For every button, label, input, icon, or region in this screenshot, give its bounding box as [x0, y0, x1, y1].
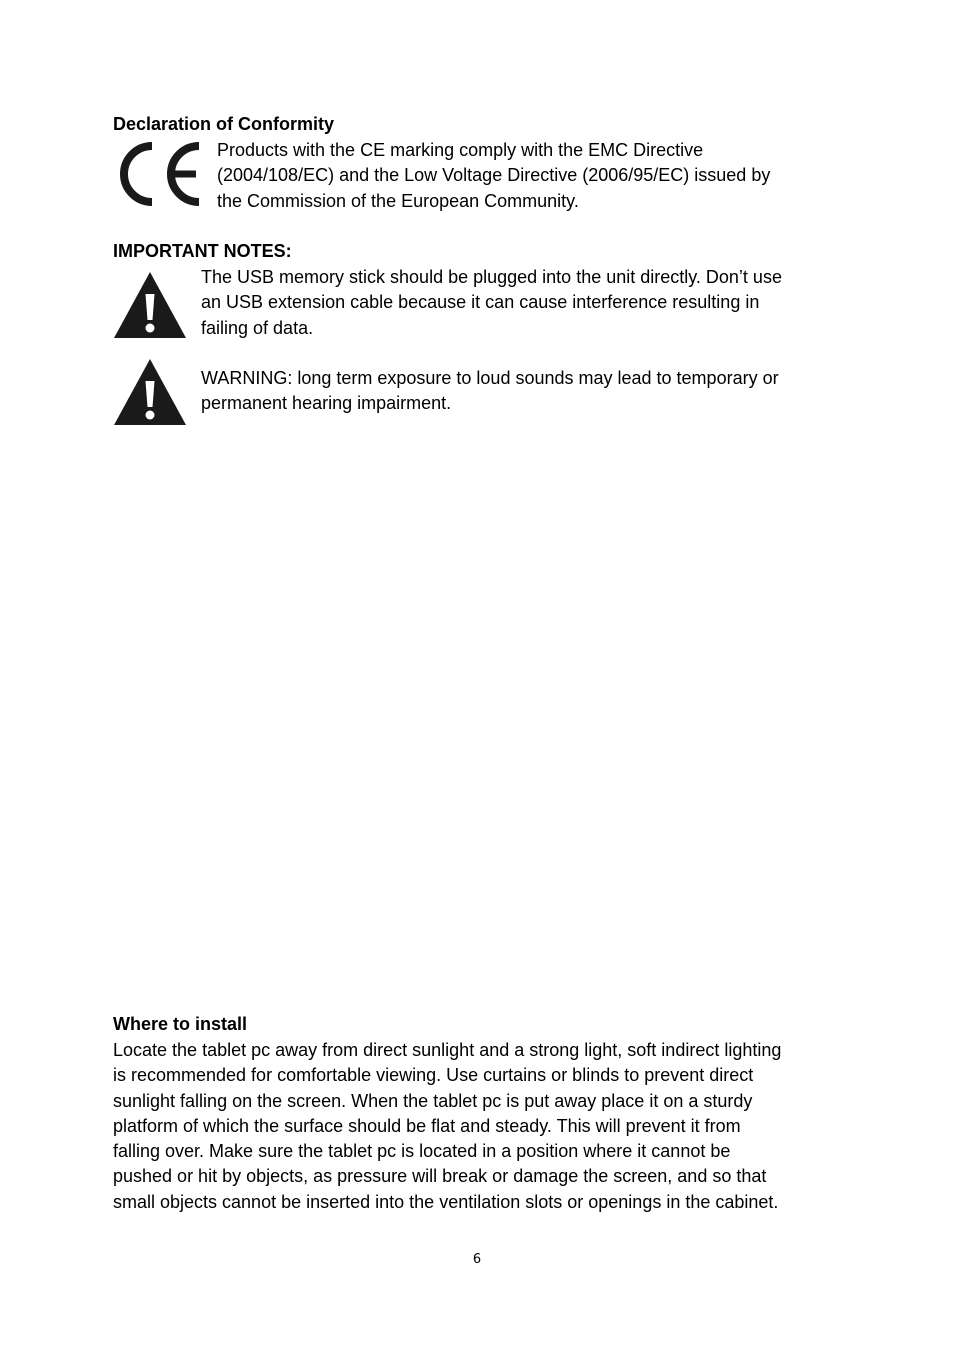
text-line: (2004/108/EC) and the Low Voltage Directive (2006/95/EC) issued by [217, 165, 771, 186]
ce-mark-icon [112, 140, 204, 208]
text-line: falling over. Make sure the tablet pc is located in a position where it cannot be [113, 1141, 731, 1162]
text-line: small objects cannot be inserted into the ventilation slots or openings in the cabinet. [113, 1191, 779, 1212]
warning-triangle-icon [112, 270, 188, 340]
text-line: sunlight falling on the screen. When the tablet pc is put away place it on a sturdy [113, 1090, 753, 1111]
text-line: an USB extension cable because it can cause interference resulting in [201, 292, 760, 313]
important-notes-heading: IMPORTANT NOTES: [113, 241, 292, 261]
note-usb [201, 265, 782, 341]
text-line: the Commission of the European Community. [217, 190, 579, 211]
text-line: The USB memory stick should be plugged into the unit directly. Don’t use [201, 267, 782, 287]
text-line: Products with the CE marking comply with the EMC Directive [217, 140, 704, 160]
install-heading: Where to install [113, 1014, 248, 1034]
note-hearing [201, 366, 779, 417]
text-line: failing of data. [201, 317, 314, 338]
text-line: pushed or hit by objects, as pressure will break or damage the screen, and so that [113, 1166, 767, 1187]
warning-triangle-icon [112, 357, 188, 427]
page-number: 6 [472, 1252, 482, 1267]
text-line: platform of which the surface should be flat and steady. This will prevent it from [113, 1115, 741, 1136]
text-line: permanent hearing impairment. [201, 393, 452, 414]
declaration-heading: Declaration of Conformity [113, 114, 335, 134]
install-text [113, 1038, 781, 1215]
declaration-text [217, 138, 770, 214]
text-line: Locate the tablet pc away from direct sunlight and a strong light, soft indirect lighting [113, 1040, 782, 1060]
text-line: is recommended for comfortable viewing. Use curtains or blinds to prevent direct [113, 1065, 754, 1086]
text-line: WARNING: long term exposure to loud sounds may lead to temporary or [201, 368, 779, 388]
